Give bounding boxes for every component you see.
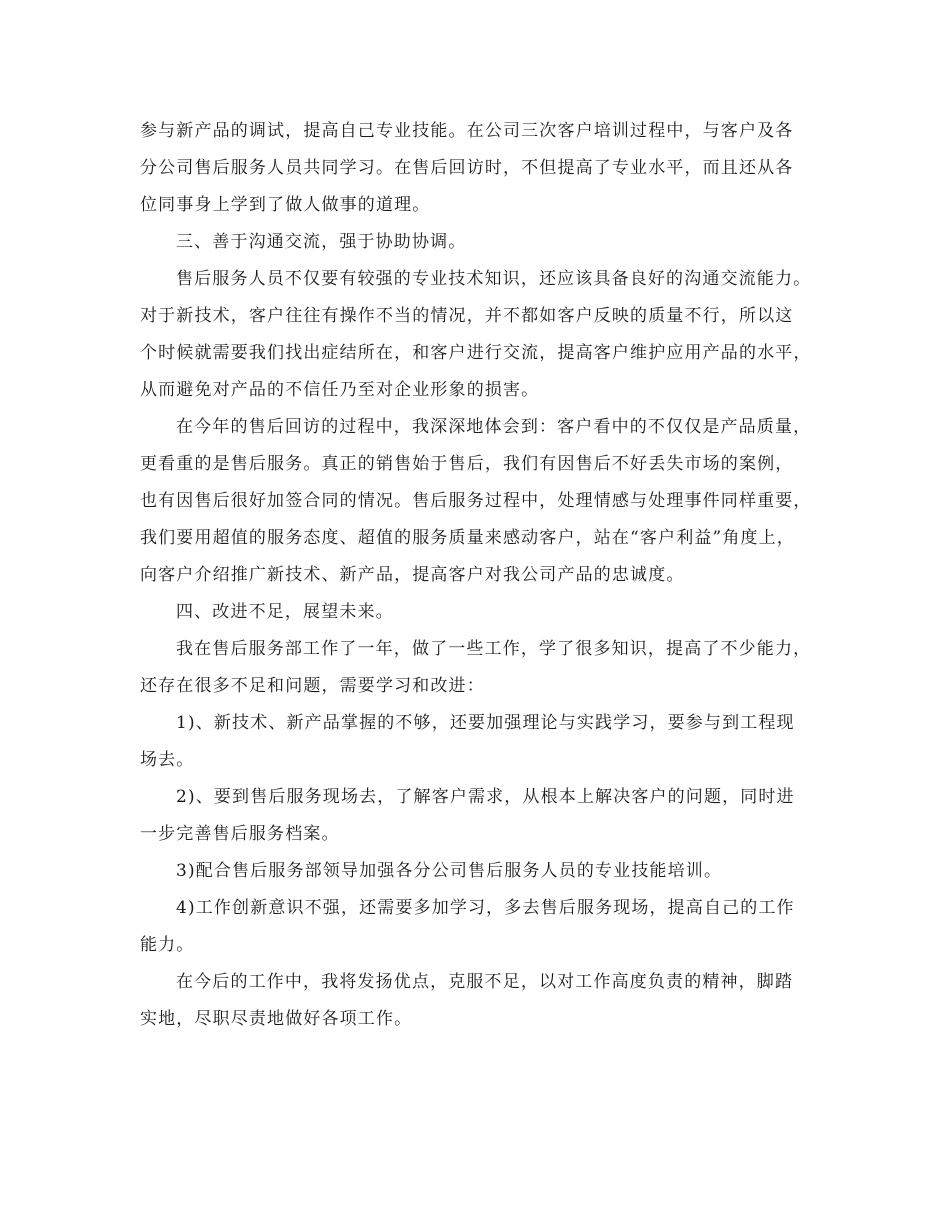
text-line: 也有因售后很好加签合同的情况。售后服务过程中，处理情感与处理事件同样重要， <box>140 491 812 511</box>
text-line: 1)、新技术、新产品掌握的不够，还要加强理论与实践学习，要参与到工程现 <box>176 713 795 733</box>
text-line: 还存在很多不足和问题，需要学习和改进： <box>140 676 485 696</box>
text-line: 售后服务人员不仅要有较强的专业技术知识，还应该具备良好的沟通交流能力。 <box>176 269 812 289</box>
text-line: 个时候就需要我们找出症结所在，和客户进行交流，提高客户维护应用产品的水平， <box>140 343 812 363</box>
text-line: 一步完善售后服务档案。 <box>140 824 340 844</box>
text-line: 场去。 <box>140 750 195 770</box>
text-line: 从而避免对产品的不信任乃至对企业形象的损害。 <box>140 380 540 400</box>
text-line: 我们要用超值的服务态度、超值的服务质量来感动客户，站在“客户利益”角度上， <box>140 528 795 548</box>
text-line: 更看重的是售后服务。真正的销售始于售后，我们有因售后不好丢失市场的案例， <box>140 454 794 474</box>
text-line: 位同事身上学到了做人做事的道理。 <box>140 195 431 215</box>
text-line: 四、改进不足，展望未来。 <box>176 602 394 622</box>
text-line: 我在售后服务部工作了一年，做了一些工作，学了很多知识，提高了不少能力， <box>176 639 812 659</box>
text-line: 实地，尽职尽责地做好各项工作。 <box>140 1009 413 1029</box>
text-line: 能力。 <box>140 935 195 955</box>
document-body <box>140 113 820 1038</box>
text-line: 分公司售后服务人员共同学习。在售后回访时，不但提高了专业水平，而且还从各 <box>140 158 794 178</box>
text-line: 4)工作创新意识不强，还需要多加学习，多去售后服务现场，提高自己的工作 <box>176 898 795 918</box>
text-line: 三、善于沟通交流，强于协助协调。 <box>176 232 467 252</box>
text-line: 3)配合售后服务部领导加强各分公司售后服务人员的专业技能培训。 <box>176 861 723 881</box>
text-line: 在今年的售后回访的过程中，我深深地体会到：客户看中的不仅仅是产品质量， <box>176 417 812 437</box>
text-line: 2)、要到售后服务现场去，了解客户需求，从根本上解决客户的问题，同时进 <box>176 787 795 807</box>
text-line: 在今后的工作中，我将发扬优点，克服不足，以对工作高度负责的精神，脚踏 <box>176 972 794 992</box>
text-line: 参与新产品的调试，提高自己专业技能。在公司三次客户培训过程中，与客户及各 <box>140 121 794 141</box>
text-line: 向客户介绍推广新技术、新产品，提高客户对我公司产品的忠诚度。 <box>140 565 685 585</box>
text-line: 对于新技术，客户往往有操作不当的情况，并不都如客户反映的质量不行，所以这 <box>140 306 794 326</box>
